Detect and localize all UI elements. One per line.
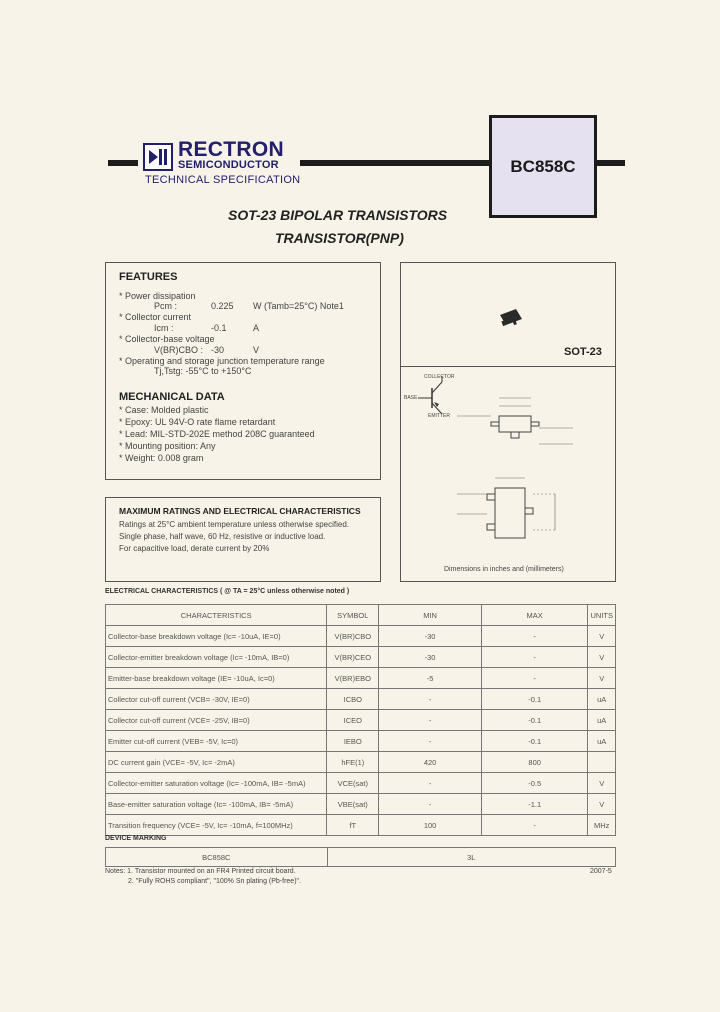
cell-symbol: VCE(sat)	[327, 773, 379, 794]
cell-characteristic: Emitter cut-off current (VEB= -5V, Ic=0)	[106, 731, 327, 752]
table-row	[106, 626, 616, 647]
cell-symbol: hFE(1)	[327, 752, 379, 773]
cell-max: -	[481, 815, 588, 836]
cell-symbol: V(BR)CBO	[327, 626, 379, 647]
cell-max: 800	[481, 752, 588, 773]
cell-units: V	[588, 773, 616, 794]
marking-code: 3L	[327, 848, 615, 867]
feature-value: -0.1	[211, 323, 227, 333]
table-row	[106, 794, 616, 815]
cell-min: -	[379, 773, 482, 794]
header-symbol: SYMBOL	[327, 605, 379, 626]
feature-line: Pcm :	[154, 301, 178, 311]
base-label: BASE	[404, 395, 418, 401]
mechanical-line: * Weight: 0.008 gram	[119, 453, 204, 463]
brand-name: RECTRON	[178, 138, 284, 161]
package-divider	[400, 366, 616, 367]
cell-max: -	[481, 668, 588, 689]
cell-characteristic: Collector-emitter breakdown voltage (Ic= -10mA, IB=0)	[106, 647, 327, 668]
table-row	[106, 731, 616, 752]
cell-units: uA	[588, 710, 616, 731]
cell-min: -	[379, 731, 482, 752]
features-heading: FEATURES	[119, 271, 178, 283]
feature-line: * Collector-base voltage	[119, 334, 215, 344]
mechanical-line: * Lead: MIL-STD-202E method 208C guaranteed	[119, 429, 315, 439]
cell-min: -	[379, 794, 482, 815]
doc-title: SOT-23 BIPOLAR TRANSISTORS	[228, 207, 448, 223]
top-view-drawing	[455, 470, 585, 545]
mechanical-heading: MECHANICAL DATA	[119, 391, 225, 403]
feature-line: * Power dissipation	[119, 291, 196, 301]
cell-max: -0.1	[481, 731, 588, 752]
feature-line: * Operating and storage junction temperature range	[119, 356, 325, 366]
feature-unit: V	[253, 345, 260, 355]
cell-units: V	[588, 626, 616, 647]
brand-subtitle: SEMICONDUCTOR	[178, 159, 279, 171]
ec-caption: ELECTRICAL CHARACTERISTICS ( @ TA = 25°C unless otherwise noted )	[105, 588, 350, 595]
cell-characteristic: Collector-emitter saturation voltage (Ic= -100mA, IB= -5mA)	[106, 773, 327, 794]
header-units: UNITS	[588, 605, 616, 626]
cell-min: 420	[379, 752, 482, 773]
cell-min: 100	[379, 815, 482, 836]
part-number: BC858C	[510, 156, 576, 176]
mechanical-line: * Mounting position: Any	[119, 441, 216, 451]
table-row	[106, 647, 616, 668]
device-marking-table	[105, 847, 616, 867]
spec-title: TECHNICAL SPECIFICATION	[145, 174, 301, 186]
table-row	[106, 773, 616, 794]
ratings-line: Single phase, half wave, 60 Hz, resistive or inductive load.	[119, 532, 326, 541]
table-row	[106, 668, 616, 689]
cell-units: MHz	[588, 815, 616, 836]
feature-line: * Collector current	[119, 312, 192, 322]
sot23-package-icon	[496, 305, 526, 329]
cell-max: -	[481, 647, 588, 668]
table-row	[106, 815, 616, 836]
package-name: SOT-23	[564, 346, 602, 358]
cell-characteristic: Base-emitter saturation voltage (Ic= -100mA, IB= -5mA)	[106, 794, 327, 815]
ratings-line: Ratings at 25°C ambient temperature unless otherwise specified.	[119, 520, 349, 529]
header-max: MAX	[481, 605, 588, 626]
cell-max: -0.1	[481, 689, 588, 710]
side-view-drawing	[455, 388, 575, 456]
cell-max: -1.1	[481, 794, 588, 815]
feature-unit: W (Tamb=25°C) Note1	[253, 301, 344, 311]
cell-max: -	[481, 626, 588, 647]
part-number-box	[489, 115, 597, 218]
header-rule-right	[300, 160, 490, 166]
table-row	[106, 710, 616, 731]
cell-units: V	[588, 794, 616, 815]
note-line: 2. "Fully ROHS compliant", "100% Sn plating (Pb-free)".	[128, 878, 301, 885]
cell-min: -5	[379, 668, 482, 689]
feature-value: -30	[211, 345, 225, 355]
header-rule-far-right	[597, 160, 625, 166]
cell-min: -30	[379, 647, 482, 668]
marking-part: BC858C	[106, 848, 328, 867]
note-line: Notes: 1. Transistor mounted on an FR4 Printed circuit board.	[105, 868, 296, 875]
feature-line: Icm :	[154, 323, 174, 333]
header-min: MIN	[379, 605, 482, 626]
emitter-label: EMITTER	[428, 413, 450, 419]
cell-symbol: ICBO	[327, 689, 379, 710]
cell-units	[588, 752, 616, 773]
mechanical-line: * Case: Molded plastic	[119, 405, 209, 415]
cell-min: -30	[379, 626, 482, 647]
cell-symbol: VBE(sat)	[327, 794, 379, 815]
cell-characteristic: Emitter-base breakdown voltage (IE= -10uA, Ic=0)	[106, 668, 327, 689]
feature-value: 0.225	[211, 301, 234, 311]
cell-symbol: IEBO	[327, 731, 379, 752]
cell-max: -0.1	[481, 710, 588, 731]
header-characteristics: CHARACTERISTICS	[106, 605, 327, 626]
cell-characteristic: Collector cut-off current (VCE= -25V, IB=0)	[106, 710, 327, 731]
header-rule-left	[108, 160, 138, 166]
rectron-logo-icon	[143, 143, 173, 171]
cell-min: -	[379, 689, 482, 710]
table-row	[106, 752, 616, 773]
revision-date: 2007-5	[590, 868, 612, 875]
cell-units: V	[588, 668, 616, 689]
marking-heading: DEVICE MARKING	[105, 835, 167, 842]
cell-symbol: ICEO	[327, 710, 379, 731]
feature-line: Tj,Tstg: -55°C to +150°C	[154, 366, 252, 376]
cell-characteristic: Collector-base breakdown voltage (Ic= -10uA, IE=0)	[106, 626, 327, 647]
mechanical-line: * Epoxy: UL 94V-O rate flame retardant	[119, 417, 276, 427]
feature-line: V(BR)CBO :	[154, 345, 204, 355]
cell-min: -	[379, 710, 482, 731]
cell-characteristic: Transition frequency (VCE= -5V, Ic= -10mA, f=100MHz)	[106, 815, 327, 836]
ratings-heading: MAXIMUM RATINGS AND ELECTRICAL CHARACTERISTICS	[119, 506, 361, 516]
collector-label: COLLECTOR	[424, 374, 455, 380]
dimensions-note: Dimensions in inches and (millimeters)	[444, 566, 564, 573]
ratings-line: For capacitive load, derate current by 20%	[119, 544, 270, 553]
feature-unit: A	[253, 323, 260, 333]
cell-symbol: V(BR)EBO	[327, 668, 379, 689]
table-row	[106, 848, 616, 867]
cell-max: -0.5	[481, 773, 588, 794]
cell-characteristic: DC current gain (VCE= -5V, Ic= -2mA)	[106, 752, 327, 773]
cell-symbol: fT	[327, 815, 379, 836]
cell-units: uA	[588, 731, 616, 752]
cell-symbol: V(BR)CEO	[327, 647, 379, 668]
cell-units: uA	[588, 689, 616, 710]
table-header-row	[106, 605, 616, 626]
cell-units: V	[588, 647, 616, 668]
cell-characteristic: Collector cut-off current (VCB= -30V, IE=0)	[106, 689, 327, 710]
doc-subtitle: TRANSISTOR(PNP)	[275, 230, 404, 246]
electrical-characteristics-table	[105, 604, 616, 836]
table-row	[106, 689, 616, 710]
